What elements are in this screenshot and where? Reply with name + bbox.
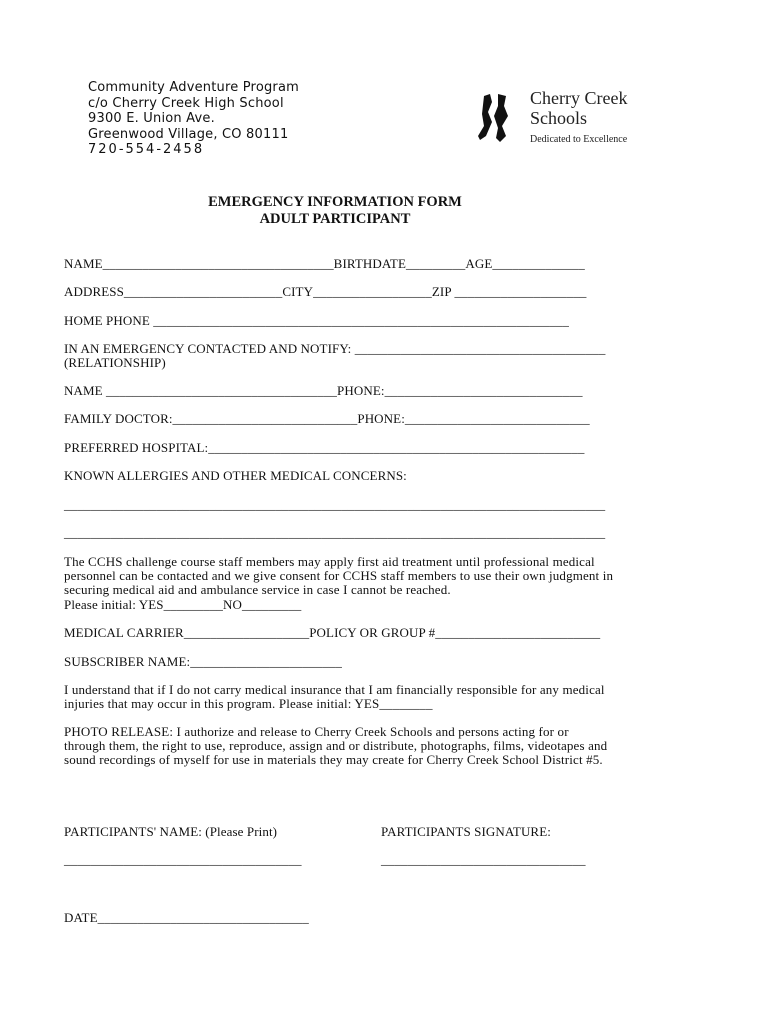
relationship-label: (RELATIONSHIP) [64, 355, 166, 370]
participant-signature-blank[interactable]: _______________________________ [381, 852, 586, 867]
sender-street: 9300 E. Union Ave. [88, 111, 215, 126]
logo-name: Cherry Creek Schools [530, 88, 628, 128]
sender-org: Community Adventure Program [88, 80, 299, 95]
allergies-label: KNOWN ALLERGIES AND OTHER MEDICAL CONCERNS: [64, 468, 407, 483]
first-aid-consent: The CCHS challenge course staff members may apply first aid treatment until professional medical personnel can be contacted and we give consent for CCHS staff members to use their own judgment in securing medical aid and ambulance service in case I cannot be reached. [64, 554, 614, 597]
contact-name-phone-field[interactable]: NAME ___________________________________PHONE:______________________________ [64, 383, 583, 398]
form-title: EMERGENCY INFORMATION FORM [208, 194, 462, 210]
first-aid-initial-field[interactable]: Please initial: YES_________NO_________ [64, 597, 302, 612]
medical-carrier-field[interactable]: MEDICAL CARRIER___________________POLICY OR GROUP #_________________________ [64, 625, 601, 640]
sender-city: Greenwood Village, CO 80111 [88, 126, 289, 142]
school-logo [476, 88, 646, 152]
address-field[interactable]: ADDRESS________________________CITY__________________ZIP ____________________ [64, 284, 587, 299]
family-doctor-field[interactable]: FAMILY DOCTOR:____________________________PHONE:____________________________ [64, 411, 590, 426]
logo-tagline: Dedicated to Excellence [530, 134, 628, 145]
allergies-blank-2[interactable]: __________________________________________________________________________________ [64, 525, 606, 540]
participant-signature-label: PARTICIPANTS SIGNATURE: [381, 824, 551, 839]
allergies-blank-1[interactable]: __________________________________________________________________________________ [64, 497, 606, 512]
date-field[interactable]: DATE________________________________ [64, 910, 309, 925]
photo-release-statement: PHOTO RELEASE: I authorize and release to Cherry Creek Schools and persons acting for or through them, the right to use, reproduce, assign and or distribute, photographs, films, videotapes and sound recordings of myself for use in materials they may create for Cherry Creek School District #5. [64, 724, 608, 767]
insurance-statement: I understand that if I do not carry medical insurance that I am financially responsible for any medical injuries that may occur in this program. Please initial: YES________ [64, 682, 605, 711]
home-phone-field[interactable]: HOME PHONE _______________________________________________________________ [64, 313, 570, 328]
sender-care-of: c/o Cherry Creek High School [88, 95, 284, 111]
participant-name-label: PARTICIPANTS' NAME: (Please Print) [64, 824, 278, 839]
emergency-contact-field[interactable]: IN AN EMERGENCY CONTACTED AND NOTIFY: ______________________________________ [64, 341, 606, 356]
preferred-hospital-field[interactable]: PREFERRED HOSPITAL:_________________________________________________________ [64, 440, 585, 455]
subscriber-name-field[interactable]: SUBSCRIBER NAME:_______________________ [64, 654, 343, 669]
sender-address-block [88, 80, 299, 158]
sender-phone: 720-554-2458 [88, 142, 205, 157]
form-subtitle: ADULT PARTICIPANT [259, 211, 411, 227]
participant-name-blank[interactable]: ____________________________________ [64, 852, 302, 867]
cherry-creek-figures-icon [476, 92, 522, 144]
name-field[interactable]: NAME___________________________________BIRTHDATE_________AGE______________ [64, 256, 585, 271]
